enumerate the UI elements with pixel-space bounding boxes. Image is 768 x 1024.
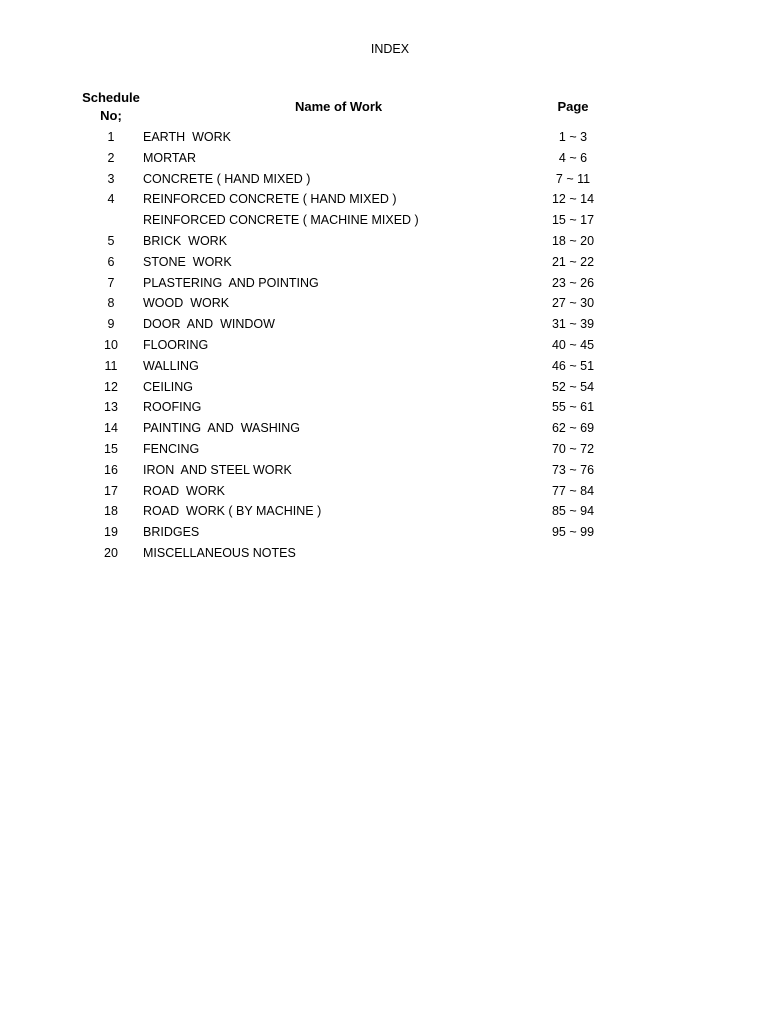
schedule-no: 2 [107, 150, 115, 165]
table-row [78, 543, 638, 564]
schedule-no: 20 [104, 545, 118, 560]
work-name: MORTAR [143, 150, 197, 165]
page-range: 12 ~ 14 [551, 192, 595, 207]
page-range: 95 ~ 99 [551, 525, 595, 540]
page-range: 40 ~ 45 [551, 337, 595, 352]
table-body [78, 127, 638, 564]
page-range: 7 ~ 11 [555, 171, 591, 186]
work-name: WOOD WORK [143, 296, 230, 311]
page-range: 85 ~ 94 [551, 504, 595, 519]
table-row [78, 293, 638, 314]
index-table [78, 88, 638, 560]
work-name: ROOFING [143, 400, 202, 415]
work-name: BRICK WORK [143, 233, 228, 248]
work-name: CONCRETE ( HAND MIXED ) [143, 171, 311, 186]
page-range: 4 ~ 6 [558, 150, 588, 165]
schedule-no: 14 [104, 421, 118, 436]
schedule-no: 12 [104, 379, 118, 394]
table-row [78, 418, 638, 439]
schedule-no: 1 [107, 130, 115, 144]
table-row [78, 189, 638, 210]
work-name: ROAD WORK [143, 483, 225, 498]
work-name: PLASTERING AND POINTING [143, 275, 319, 290]
table-row [78, 210, 638, 231]
header-schedule-line1: Schedule [82, 90, 140, 105]
page-range: 21 ~ 22 [551, 254, 595, 269]
page-title: INDEX [370, 42, 410, 56]
page-range: 73 ~ 76 [551, 462, 595, 477]
page-range: 23 ~ 26 [551, 275, 595, 290]
schedule-no: 10 [104, 337, 118, 352]
page-range: 77 ~ 84 [551, 483, 595, 498]
page-range: 15 ~ 17 [551, 213, 595, 228]
schedule-no: 19 [104, 525, 118, 540]
page-range: 52 ~ 54 [551, 379, 595, 394]
header-page: Page [557, 99, 589, 114]
table-row [78, 335, 638, 356]
schedule-no: 9 [107, 317, 115, 332]
table-row [78, 252, 638, 273]
work-name: FLOORING [143, 337, 209, 352]
page-range: 46 ~ 51 [551, 358, 595, 373]
table-row [78, 439, 638, 460]
page-range: 18 ~ 20 [551, 233, 595, 248]
schedule-no: 13 [104, 400, 118, 415]
table-row [78, 481, 638, 502]
schedule-no: 4 [107, 192, 115, 207]
work-name: IRON AND STEEL WORK [143, 462, 292, 477]
table-row [78, 148, 638, 169]
work-name: MISCELLANEOUS NOTES [143, 545, 296, 560]
table-row [78, 169, 638, 190]
table-row [78, 501, 638, 522]
work-name: BRIDGES [143, 525, 200, 540]
work-name: REINFORCED CONCRETE ( HAND MIXED ) [143, 192, 397, 207]
schedule-no: 3 [107, 171, 115, 186]
table-row [78, 397, 638, 418]
schedule-no: 5 [107, 233, 115, 248]
header-schedule-no [78, 89, 144, 125]
work-name: FENCING [143, 441, 200, 456]
schedule-no: 11 [104, 358, 118, 373]
table-row [78, 377, 638, 398]
work-name: PAINTING AND WASHING [143, 421, 300, 436]
work-name: REINFORCED CONCRETE ( MACHINE MIXED ) [143, 213, 419, 228]
page-range: 27 ~ 30 [551, 296, 595, 311]
table-row [78, 522, 638, 543]
work-name: EARTH WORK [143, 130, 231, 144]
table-row [78, 273, 638, 294]
work-name: ROAD WORK ( BY MACHINE ) [143, 504, 322, 519]
schedule-no: 6 [107, 254, 115, 269]
table-header [78, 88, 638, 126]
schedule-no: 17 [104, 483, 118, 498]
work-name: WALLING [143, 358, 199, 373]
schedule-no: 16 [104, 462, 118, 477]
table-row [78, 314, 638, 335]
header-schedule-line2: No; [100, 108, 122, 123]
table-row [78, 127, 638, 148]
page-range: 62 ~ 69 [551, 421, 595, 436]
page-range: 55 ~ 61 [551, 400, 595, 415]
table-row [78, 231, 638, 252]
work-name: DOOR AND WINDOW [143, 317, 275, 332]
page-range: 70 ~ 72 [551, 441, 595, 456]
work-name: CEILING [143, 379, 194, 394]
header-name-of-work: Name of Work [295, 99, 383, 114]
schedule-no: 15 [104, 441, 118, 456]
schedule-no: 8 [107, 296, 115, 311]
schedule-no: 7 [107, 275, 115, 290]
schedule-no: 18 [104, 504, 118, 519]
table-row [78, 460, 638, 481]
page-range: 1 ~ 3 [558, 130, 588, 144]
page-range: 31 ~ 39 [551, 317, 595, 332]
table-row [78, 356, 638, 377]
work-name: STONE WORK [143, 254, 232, 269]
